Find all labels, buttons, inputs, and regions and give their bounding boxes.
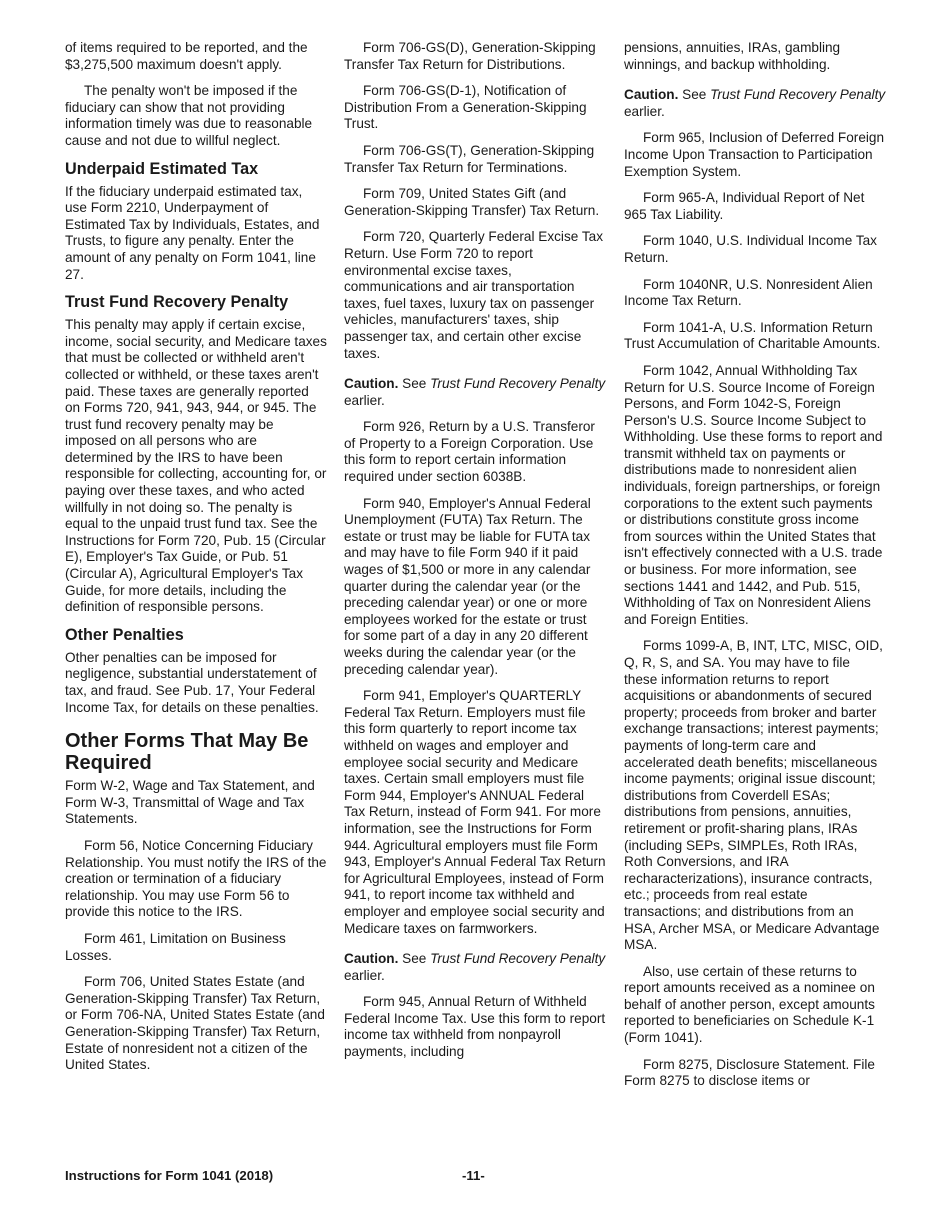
paragraph: Form 965, Inclusion of Deferred Foreign Income Upon Transaction to Participation Exemption System. [624,130,885,179]
paragraph: Form 945, Annual Return of Withheld Federal Income Tax. Use this form to report income tax withheld from nonpayroll payments, including [344,994,606,1060]
paragraph: The penalty won't be imposed if the fiduciary can show that not providing information timely was due to reasonable cause and not due to willful neglect. [65,83,313,148]
footer-page-number: -11- [462,1168,485,1183]
paragraph: of items required to be reported, and the $3,275,500 maximum doesn't apply. [65,40,308,72]
paragraph: Form 926, Return by a U.S. Transferor of Property to a Foreign Corporation. Use this form to report certain information required under section 6038B. [344,419,595,485]
paragraph: Forms 1099-A, B, INT, LTC, MISC, OID, Q, R, S, and SA. You may have to file these information returns to report acquisitions or abandonments of secured property; proceeds from broker and barter exchange transactions; interest payments; payments of long-term care and accelerated death benefits; miscellaneous income payments; original issue discount; distributions from Coverdell ESAs; distributions from pensions, annuities, retirement or profit-sharing plans, IRAs (including SEPs, SIMPLEs, Roth IRAs, Roth Conversions, and IRA recharacterizations), insurance contracts, etc.; proceeds from real estate transactions; and distributions from an HSA, Archer MSA, or Medicare Advantage MSA. [624,638,883,953]
paragraph: This penalty may apply if certain excise, income, social security, and Medicare taxes that must be collected or withheld aren't collected or withheld, or these taxes aren't paid. These taxes are generally reported on Forms 720, 941, 943, 944, or 945. The trust fund recovery penalty may be imposed on all persons who are determined by the IRS to have been responsible for collecting, accounting for, or paying over these taxes, and who acted willfully in not doing so. The penalty is equal to the unpaid trust fund tax. See the Instructions for Form 720, Pub. 15 (Circular E), Employer's Tax Guide, or Pub. 51 (Circular A), Agricultural Employer's Tax Guide, for more details, including the definition of responsible persons. [65,317,327,615]
caution-see: See [402,951,427,967]
caution-note [344,951,606,984]
paragraph: Form 965-A, Individual Report of Net 965 Tax Liability. [624,190,865,222]
paragraph: Form 941, Employer's QUARTERLY Federal Tax Return. Employers must file this form quarterly to report income tax withheld on wages and employer and employee social security and Medicare taxes. Certain small employers must file Form 944, Employer's ANNUAL Federal Tax Return, instead of Form 941. For more information, see the Instructions for Form 944. Agricultural employers must file Form 943, Employer's Annual Federal Tax Return for Agricultural Employees, instead of Form 941, to report income tax withheld and employer and employee social security and Medicare taxes on farmworkers. [344,688,606,936]
caution-reference: Trust Fund Recovery Penalty [710,87,886,103]
caution-reference: Trust Fund Recovery Penalty [430,376,606,392]
heading-trust-fund-recovery-penalty: Trust Fund Recovery Penalty [65,293,289,312]
caution-label: Caution. [344,376,399,392]
column-2 [344,40,606,1071]
caution-label: Caution. [624,87,679,103]
column-1 [65,40,327,1084]
column-3 [624,40,886,1100]
paragraph: Form 940, Employer's Annual Federal Unemployment (FUTA) Tax Return. The estate or trust may be liable for FUTA tax and may have to file Form 940 if it paid wages of $1,500 or more in any calendar quarter during the calendar year (or the preceding calendar year) or one or more employees worked for the estate or trust for some part of a day in any 20 different weeks during the calendar year (or the preceding calendar year). [344,495,591,677]
paragraph: Form 706-GS(T), Generation-Skipping Transfer Tax Return for Terminations. [344,142,595,175]
caution-end: earlier. [344,392,385,408]
paragraph: Other penalties can be imposed for negligence, substantial understatement of tax, and fraud. See Pub. 17, Your Federal Income Tax, for details on these penalties. [65,649,319,715]
paragraph: Form 56, Notice Concerning Fiduciary Relationship. You must notify the IRS of the creation or termination of a fiduciary relationship. You may use Form 56 to provide this notice to the IRS. [65,837,327,920]
paragraph: Form 706-GS(D-1), Notification of Distribution From a Generation-Skipping Trust. [344,83,587,132]
heading-underpaid-estimated-tax: Underpaid Estimated Tax [65,159,259,178]
caution-label: Caution. [344,951,399,967]
paragraph: pensions, annuities, IRAs, gambling winnings, and backup withholding. [624,40,841,72]
caution-note [624,87,886,120]
paragraph: Form 8275, Disclosure Statement. File Form 8275 to disclose items or [624,1056,875,1089]
paragraph: Form 709, United States Gift (and Generation-Skipping Transfer) Tax Return. [344,186,600,218]
paragraph: If the fiduciary underpaid estimated tax, use Form 2210, Underpayment of Estimated Tax by Individuals, Estates, and Trusts, to figure any penalty. Enter the amount of any penalty on Form 1041, line 27. [65,183,320,282]
caution-see: See [402,376,427,392]
paragraph: Form 720, Quarterly Federal Excise Tax Return. Use Form 720 to report environmental excise taxes, communications and air transportation taxes, fuel taxes, luxury tax on passenger vehicles, manufacturers' taxes, ship passenger tax, and certain other excise taxes. [344,229,603,361]
paragraph: Form 1040NR, U.S. Nonresident Alien Income Tax Return. [624,276,873,309]
paragraph: Form 461, Limitation on Business Losses. [65,930,286,963]
footer-document-title: Instructions for Form 1041 (2018) [65,1168,274,1183]
paragraph: Also, use certain of these returns to report amounts received as a nominee on behalf of another person, except amounts reported to beneficiaries on Schedule K-1 (Form 1041). [624,963,875,1046]
heading-other-forms: Other Forms That May Be Required [65,730,309,775]
paragraph: Form 706, United States Estate (and Generation-Skipping Transfer) Tax Return, or Form 706-NA, United States Estate (and Generation-Skipping Transfer) Tax Return, Estate of nonresident not a citizen of the United States. [65,974,325,1073]
heading-other-penalties: Other Penalties [65,625,184,644]
caution-see: See [682,87,707,103]
caution-end: earlier. [344,967,385,983]
caution-reference: Trust Fund Recovery Penalty [430,951,606,967]
paragraph: Form 1042, Annual Withholding Tax Return for U.S. Source Income of Foreign Persons, and Form 1042-S, Foreign Person's U.S. Source Income Subject to Withholding. Use these forms to report and transmit withheld tax on payments or distributions made to nonresident alien individuals, foreign partnerships, or foreign corporations to the extent such payments or distributions constitute gross income from sources within the United States that isn't effectively connected with a U.S. trade or business. For more information, see sections 1441 and 1442, and Pub. 515, Withholding of Tax on Nonresident Aliens and Foreign Entities. [624,362,883,627]
caution-end: earlier. [624,103,665,119]
caution-note [344,376,606,409]
paragraph: Form 1040, U.S. Individual Income Tax Return. [624,233,877,265]
paragraph: Form 706-GS(D), Generation-Skipping Transfer Tax Return for Distributions. [344,40,596,72]
paragraph: Form W-2, Wage and Tax Statement, and Form W-3, Transmittal of Wage and Tax Statements. [65,778,315,827]
paragraph: Form 1041-A, U.S. Information Return Trust Accumulation of Charitable Amounts. [624,319,881,352]
